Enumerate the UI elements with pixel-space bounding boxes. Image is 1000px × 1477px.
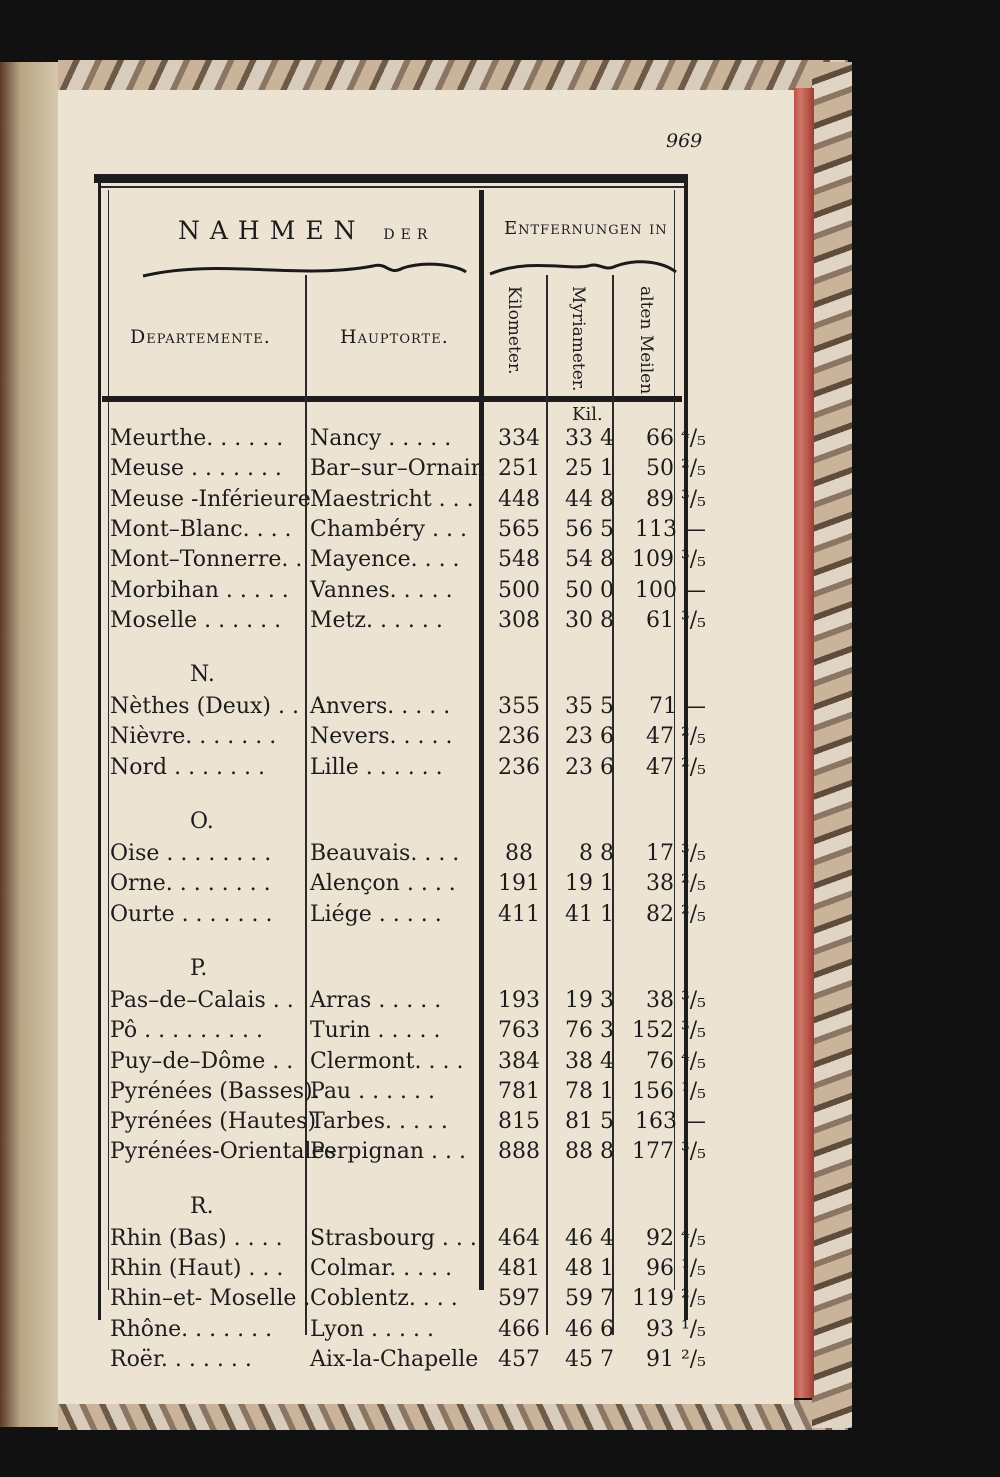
department-cell: Nièvre. . . . . . .	[110, 724, 277, 750]
myriameter-cell: 45 7	[565, 1346, 614, 1372]
kilometer-cell: 457	[498, 1346, 540, 1372]
myriameter-cell: 44 8	[565, 486, 614, 512]
kilometer-cell: 384	[498, 1048, 540, 1074]
department-cell: Rhin (Haut) . . .	[110, 1256, 284, 1281]
myriameter-cell: 35 5	[565, 694, 614, 720]
chief-town-cell: Metz. . . . . .	[310, 607, 443, 633]
myriameter-cell: 50 0	[565, 577, 614, 603]
department-cell: Pas–de–Calais . .	[110, 987, 294, 1013]
header-title-right: Entfernungen in	[504, 218, 668, 239]
kilometer-cell: 251	[498, 456, 540, 482]
old-miles-cell: 93 ¹/₅	[645, 1316, 706, 1342]
department-cell: Rhône. . . . . . .	[110, 1316, 273, 1342]
kilometer-cell: 781	[498, 1078, 540, 1104]
department-cell: Meuse -Inférieure .	[110, 486, 325, 512]
chief-town-cell: Coblentz. . . .	[310, 1286, 458, 1312]
myriameter-cell: 25 1	[565, 456, 614, 482]
kilometer-cell: 565	[498, 516, 540, 542]
department-cell: Meurthe. . . . . .	[110, 426, 284, 451]
department-cell: Ourte . . . . . . .	[110, 901, 273, 927]
chief-town-cell: Chambéry . . .	[310, 516, 467, 542]
old-miles-cell: 66 ⁴/₅	[645, 426, 706, 451]
old-miles-cell: 96 ¹/₅	[645, 1256, 706, 1281]
col-rule-names-distances	[479, 190, 484, 1290]
col-header-departements: Departemente.	[130, 326, 271, 348]
marbled-edge-bottom	[58, 1400, 848, 1430]
chief-town-cell: Bar–sur–Ornain	[310, 456, 485, 482]
old-miles-cell: 177 ³/₅	[631, 1139, 706, 1165]
chief-town-cell: Maestricht . . .	[310, 486, 474, 512]
myriameter-cell: 56 5	[565, 516, 614, 542]
department-cell: Mont–Blanc. . . .	[110, 516, 292, 542]
myriameter-cell: 76 3	[565, 1018, 614, 1044]
myriameter-cell: 30 8	[565, 607, 614, 633]
chief-town-cell: Arras . . . . .	[310, 987, 442, 1013]
old-miles-cell: 61 ³/₅	[645, 607, 706, 633]
myriameter-cell: 78 1	[565, 1078, 614, 1104]
department-cell: Oise . . . . . . . .	[110, 841, 272, 866]
department-cell: Morbihan . . . . .	[110, 577, 289, 603]
kilometer-cell: 763	[498, 1018, 540, 1044]
col-header-km: Kilometer.	[504, 286, 524, 375]
kilometer-cell: 481	[498, 1256, 540, 1281]
book-page	[58, 90, 794, 1404]
kilometer-cell: 464	[498, 1225, 540, 1251]
myriameter-cell: 23 6	[565, 724, 614, 750]
kilometer-cell: 193	[498, 987, 540, 1013]
chief-town-cell: Pau . . . . . .	[310, 1078, 436, 1104]
chief-town-cell: Tarbes. . . . .	[310, 1109, 448, 1135]
chief-town-cell: Clermont. . . .	[310, 1048, 464, 1074]
section-letter: N.	[190, 662, 215, 688]
chief-town-cell: Lyon . . . . .	[310, 1316, 434, 1342]
kilometer-cell: 411	[498, 901, 540, 927]
chief-town-cell: Aix-la-Chapelle	[310, 1346, 479, 1372]
old-miles-cell: 89 ³/₅	[645, 486, 706, 512]
old-miles-cell: 100 —	[635, 577, 706, 603]
kilometer-cell: 466	[498, 1316, 540, 1342]
myriameter-cell: 46 6	[565, 1316, 614, 1342]
kilometer-cell: 548	[498, 547, 540, 573]
kilometer-cell: 88	[505, 841, 533, 866]
old-miles-cell: 76 ⁴/₅	[645, 1048, 706, 1074]
chief-town-cell: Strasbourg . . .	[310, 1225, 477, 1251]
old-miles-cell: 17 ³/₅	[645, 841, 706, 866]
department-cell: Meuse . . . . . . .	[110, 456, 282, 482]
col-header-myr: Myriameter.	[568, 286, 588, 392]
chief-town-cell: Turin . . . . .	[310, 1018, 441, 1044]
chief-town-cell: Nancy . . . . .	[310, 426, 452, 451]
myriameter-cell: 48 1	[565, 1256, 614, 1281]
myriameter-cell: 19 1	[565, 871, 614, 897]
myriameter-cell: 23 6	[565, 754, 614, 780]
header-title-main	[178, 216, 433, 245]
myriameter-cell: 88 8	[565, 1139, 614, 1165]
col-rule-dept-town	[305, 275, 307, 1335]
old-miles-cell: 50 ²/₅	[645, 456, 706, 482]
department-cell: Roër. . . . . . .	[110, 1346, 252, 1372]
department-cell: Nèthes (Deux) . .	[110, 694, 299, 720]
old-miles-cell: 38 ³/₅	[645, 987, 706, 1013]
department-cell: Mont–Tonnerre. .	[110, 547, 303, 573]
table-top-thin-rule	[98, 186, 688, 188]
old-miles-cell: 71 —	[649, 694, 706, 720]
kilometer-cell: 888	[498, 1139, 540, 1165]
old-miles-cell: 113 —	[635, 516, 706, 542]
old-miles-cell: 47 ²/₅	[645, 724, 706, 750]
page-number: 969	[666, 130, 703, 152]
myriameter-cell: 41 1	[565, 901, 614, 927]
department-cell: Rhin–et- Moselle .	[110, 1286, 311, 1312]
section-letter: P.	[190, 955, 208, 981]
old-miles-cell: 91 ²/₅	[645, 1346, 706, 1372]
department-cell: Moselle . . . . . .	[110, 607, 282, 633]
marbled-edge-right	[812, 62, 852, 1428]
myriameter-cell: 8 8	[579, 841, 614, 866]
title-der: DER	[383, 227, 434, 243]
department-cell: Pyrénées (Basses).	[110, 1078, 320, 1104]
old-miles-cell: 38 ²/₅	[645, 871, 706, 897]
old-miles-cell: 152 ³/₅	[631, 1018, 706, 1044]
old-miles-cell: 156 ¹/₅	[631, 1078, 706, 1104]
department-cell: Nord . . . . . . .	[110, 754, 265, 780]
old-miles-cell: 47 ²/₅	[645, 754, 706, 780]
department-cell: Orne. . . . . . . .	[110, 871, 271, 897]
table-top-rule	[94, 174, 688, 183]
kilometer-cell: 448	[498, 486, 540, 512]
department-cell: Rhin (Bas) . . . .	[110, 1225, 283, 1251]
myriameter-cell: 59 7	[565, 1286, 614, 1312]
chief-town-cell: Lille . . . . . .	[310, 754, 443, 780]
department-cell: Pô . . . . . . . . .	[110, 1018, 264, 1044]
old-miles-cell: 163 —	[635, 1109, 706, 1135]
department-cell: Pyrénées-Orientales	[110, 1139, 336, 1165]
chief-town-cell: Liége . . . . .	[310, 901, 442, 927]
col-header-hauptorte: Hauptorte.	[340, 326, 449, 348]
kilometer-cell: 355	[498, 694, 540, 720]
myriameter-cell: 46 4	[565, 1225, 614, 1251]
myriameter-cell: 19 3	[565, 987, 614, 1013]
kilometer-cell: 334	[498, 426, 540, 451]
swash-right	[488, 256, 678, 280]
myriameter-cell: 54 8	[565, 547, 614, 573]
kilometer-cell: 308	[498, 607, 540, 633]
col-header-miles: alten Meilen.	[636, 286, 656, 400]
swash-left	[138, 258, 468, 282]
red-page-edge	[792, 88, 814, 1398]
chief-town-cell: Vannes. . . . .	[310, 577, 453, 603]
kilometer-cell: 815	[498, 1109, 540, 1135]
old-miles-cell: 109 ³/₅	[631, 547, 706, 573]
section-letter: O.	[190, 809, 214, 834]
chief-town-cell: Anvers. . . . .	[310, 694, 451, 720]
kil-label: Kil.	[572, 404, 603, 425]
header-bottom-rule	[102, 396, 682, 402]
kilometer-cell: 597	[498, 1286, 540, 1312]
old-miles-cell: 119 ²/₅	[631, 1286, 706, 1312]
table-left-rule	[98, 180, 101, 1320]
department-cell: Pyrénées (Hautes)	[110, 1109, 317, 1135]
kilometer-cell: 236	[498, 724, 540, 750]
chief-town-cell: Colmar. . . . .	[310, 1256, 453, 1281]
kilometer-cell: 236	[498, 754, 540, 780]
kilometer-cell: 500	[498, 577, 540, 603]
chief-town-cell: Beauvais. . . .	[310, 841, 460, 866]
chief-town-cell: Mayence. . . .	[310, 547, 460, 573]
kilometer-cell: 191	[498, 871, 540, 897]
myriameter-cell: 38 4	[565, 1048, 614, 1074]
left-page-edge	[0, 62, 58, 1427]
department-cell: Puy–de–Dôme . .	[110, 1048, 294, 1074]
old-miles-cell: 92 ⁴/₅	[645, 1225, 706, 1251]
chief-town-cell: Perpignan . . .	[310, 1139, 466, 1165]
section-letter: R.	[190, 1193, 214, 1219]
myriameter-cell: 33 4	[565, 426, 614, 451]
myriameter-cell: 81 5	[565, 1109, 614, 1135]
table-inner-left-rule	[108, 190, 109, 1290]
chief-town-cell: Nevers. . . . .	[310, 724, 453, 750]
title-nahmen: NAHMEN	[178, 216, 366, 245]
old-miles-cell: 82 ²/₅	[645, 901, 706, 927]
chief-town-cell: Alençon . . . .	[310, 871, 456, 897]
